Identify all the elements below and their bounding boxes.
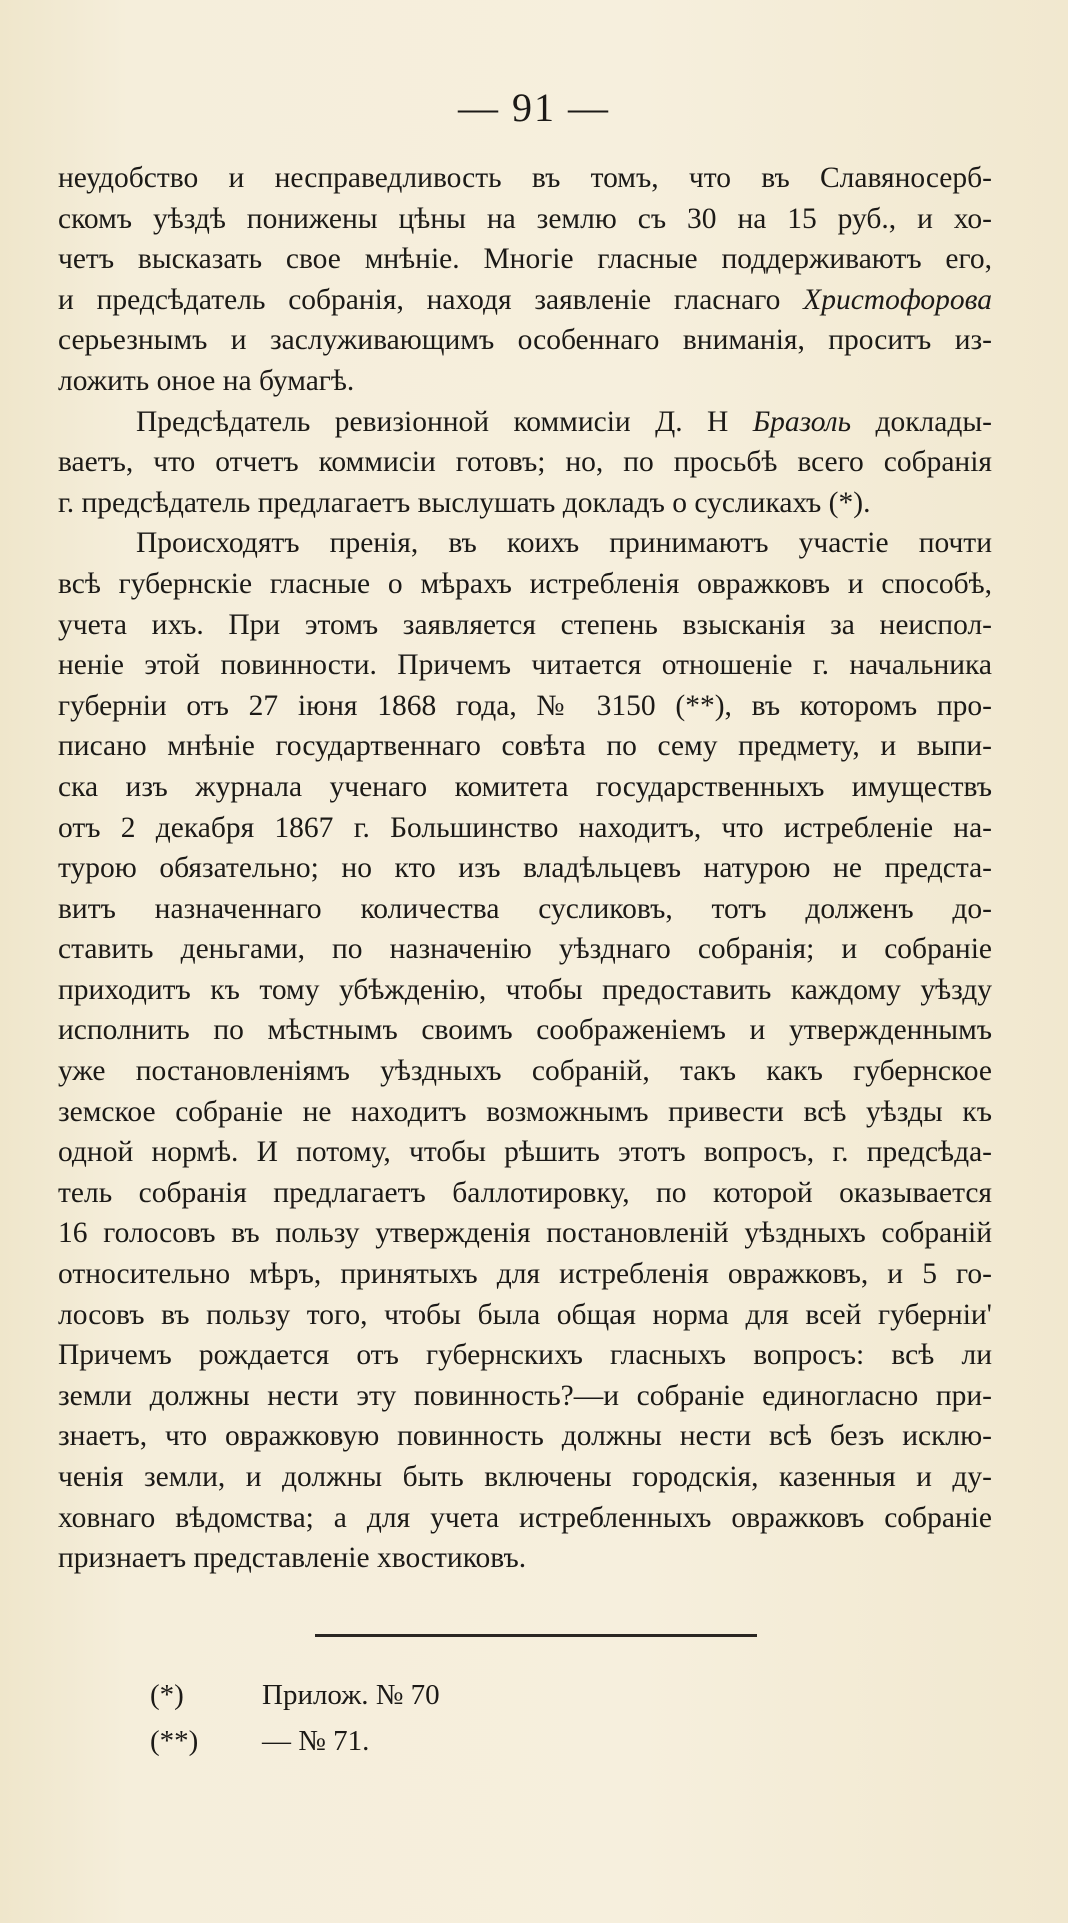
italic-name: Бразоль xyxy=(752,405,852,438)
text-segment: доклады- xyxy=(875,405,992,438)
text-line: г. предсѣдатель предлагаетъ выслушать докладъ о сусликахъ (*). xyxy=(58,486,871,519)
footnote-text: Прилож. № 70 xyxy=(262,1679,440,1711)
text-line: относительно мѣръ, принятыхъ для истребленія овражковъ, и 5 го- xyxy=(58,1258,992,1291)
text-line: писано мнѣніе государтвеннаго совѣта по сему предмету, и выпи- xyxy=(58,730,992,763)
text-line: земское собраніе не находитъ возможнымъ привести всѣ уѣзды къ xyxy=(58,1095,992,1128)
page-number: — 91 — xyxy=(458,85,610,130)
text-segment: и предсѣдатель собранія, находя заявленіе гласнаго xyxy=(58,283,781,316)
text-line: тель собранія предлагаетъ баллотировку, по которой оказывается xyxy=(58,1176,992,1209)
text-line: ховнаго вѣдомства; а для учета истребленныхъ овражковъ собраніе xyxy=(58,1501,992,1534)
text-line: признаетъ представленіе хвостиковъ. xyxy=(58,1542,527,1575)
text-line xyxy=(58,402,992,443)
footnote-marker: (**) xyxy=(150,1725,199,1757)
text-line: витъ назначеннаго количества сусликовъ, тотъ долженъ до- xyxy=(58,892,992,925)
text-line: четъ высказать свое мнѣніе. Многіе гласные поддерживаютъ его, xyxy=(58,243,992,276)
footnote xyxy=(150,1718,440,1764)
text-line: приходитъ къ тому убѣжденію, чтобы предоставить каждому уѣзду xyxy=(58,973,992,1006)
text-line: ска изъ журнала ученаго комитета государственныхъ имуществъ xyxy=(58,770,992,803)
text-line: учета ихъ. При этомъ заявляется степень взысканія за неиспол- xyxy=(58,608,992,641)
text-line: одной нормѣ. И потому, чтобы рѣшить этотъ вопросъ, г. предсѣда- xyxy=(58,1136,992,1169)
text-line: Происходятъ пренія, въ коихъ принимаютъ участіе почти xyxy=(136,527,992,560)
text-line: земли должны нести эту повинность?—и собраніе единогласно при- xyxy=(58,1379,992,1412)
italic-name: Христофорова xyxy=(803,283,992,316)
text-line: турою обязательно; но кто изъ владѣльцевъ натурою не предста- xyxy=(58,852,992,885)
text-line: губерніи отъ 27 іюня 1868 года, № 3150 (**), въ которомъ про- xyxy=(58,689,992,722)
text-line: 16 голосовъ въ пользу утвержденія постановленій уѣздныхъ собраній xyxy=(58,1217,992,1250)
text-line: ложить оное на бумагѣ. xyxy=(58,364,355,397)
text-line: отъ 2 декабря 1867 г. Большинство находитъ, что истребленіе на- xyxy=(58,811,992,844)
text-line xyxy=(58,280,992,321)
text-line: лосовъ въ пользу того, чтобы была общая норма для всей губерніи' xyxy=(58,1298,992,1331)
text-line: ченія земли, и должны быть включены городскія, казенныя и ду- xyxy=(58,1461,992,1493)
text-line: ставить деньгами, по назначенію уѣзднаго собранія; и собраніе xyxy=(58,933,992,966)
text-line: исполнить по мѣстнымъ своимъ соображеніемъ и утвержденнымъ xyxy=(58,1014,992,1047)
body-text xyxy=(58,158,992,1579)
text-line: серьезнымъ и заслуживающимъ особеннаго вниманія, проситъ из- xyxy=(58,324,992,357)
text-line: уже постановленіямъ уѣздныхъ собраній, такъ какъ губернское xyxy=(58,1055,992,1088)
footnote-divider xyxy=(315,1634,757,1637)
text-line: скомъ уѣздѣ понижены цѣны на землю съ 30 на 15 руб., и хо- xyxy=(58,202,992,235)
text-line: Причемъ рождается отъ губернскихъ гласныхъ вопросъ: всѣ ли xyxy=(58,1339,992,1372)
text-line: знаетъ, что овражковую повинность должны нести всѣ безъ исклю- xyxy=(58,1420,992,1453)
text-line: ваетъ, что отчетъ коммисіи готовъ; но, по просьбѣ всего собранія xyxy=(58,446,992,479)
footnote-text: — № 71. xyxy=(262,1725,370,1757)
text-line: всѣ губернскіе гласные о мѣрахъ истребленія овражковъ и способѣ, xyxy=(58,567,992,600)
text-line: неудобство и несправедливость въ томъ, что въ Славяносерб- xyxy=(58,162,992,194)
text-line: неніе этой повинности. Причемъ читается отношеніе г. начальника xyxy=(58,649,992,682)
footnote xyxy=(150,1672,440,1718)
text-segment: Предсѣдатель ревизіонной коммисіи Д. Н xyxy=(136,405,729,438)
footnotes xyxy=(150,1672,440,1764)
footnote-marker: (*) xyxy=(150,1679,184,1711)
